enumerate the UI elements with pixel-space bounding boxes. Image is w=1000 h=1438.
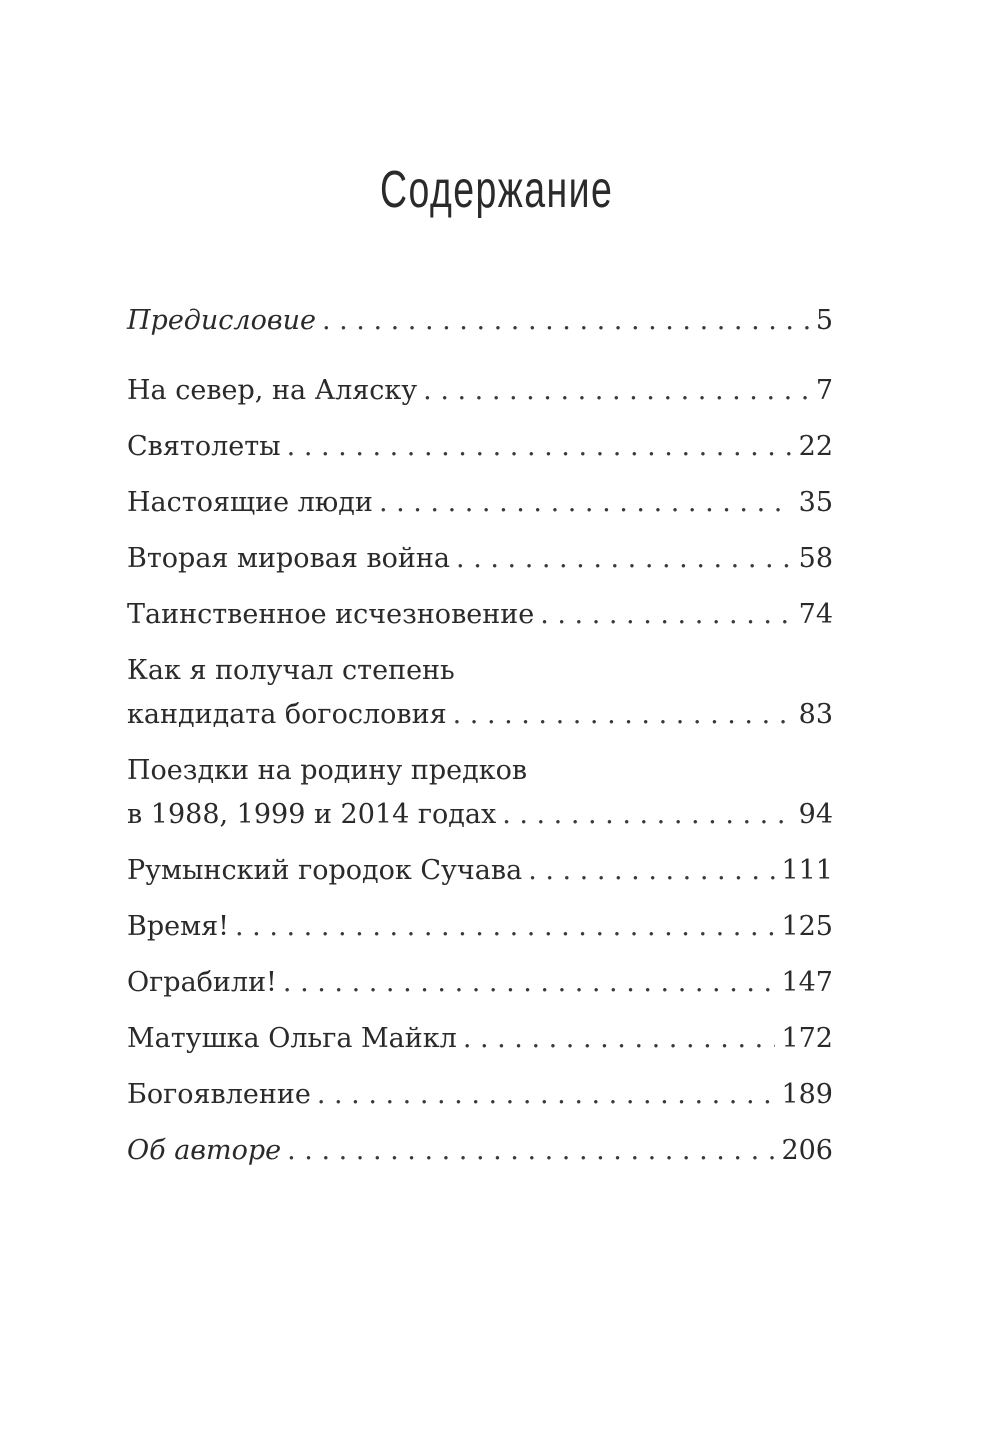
toc-entry-preface[interactable]	[127, 306, 833, 336]
dot-leader	[456, 544, 793, 574]
toc-entry[interactable]	[127, 1080, 833, 1110]
dot-leader	[453, 700, 793, 730]
toc-entry[interactable]	[127, 912, 833, 942]
toc-entry-title: Ограбили!	[127, 967, 277, 998]
toc-entry-title: Об авторе	[127, 1135, 282, 1166]
toc-entry[interactable]	[127, 856, 833, 886]
toc-entry-page: 125	[781, 911, 833, 942]
toc-entry-page: 22	[798, 431, 833, 462]
toc-entry-title: в 1988, 1999 и 2014 годах	[127, 799, 497, 830]
toc-entry-title-line1: Как я получал степень	[127, 655, 455, 686]
page-title: Содержание	[380, 161, 614, 219]
toc-entry-title: Таинственное исчезновение	[127, 599, 535, 630]
toc-entry-title: Вторая мировая война	[127, 543, 451, 574]
toc-entry-page: 83	[798, 699, 833, 730]
toc-entry-multiline[interactable]	[127, 656, 833, 730]
toc-entry[interactable]	[127, 544, 833, 574]
toc-entry-page: 35	[798, 487, 833, 518]
toc-entry[interactable]	[127, 488, 833, 518]
toc-entry-title: Время!	[127, 911, 229, 942]
toc-entry-about-author[interactable]	[127, 1136, 833, 1166]
toc-entry-title: Настоящие люди	[127, 487, 373, 518]
toc-entry-page: 172	[781, 1023, 833, 1054]
toc-entry[interactable]	[127, 376, 833, 406]
toc-entry-title: Богоявление	[127, 1079, 311, 1110]
toc-entry-page: 5	[815, 305, 833, 336]
dot-leader	[287, 432, 793, 462]
dot-leader	[287, 1136, 775, 1166]
toc-entry-title: кандидата богословия	[127, 699, 447, 730]
toc-entry-title: Румынский городок Сучава	[127, 855, 523, 886]
toc-entry-title-line1: Поездки на родину предков	[127, 755, 528, 786]
dot-leader	[379, 488, 793, 518]
dot-leader	[528, 856, 775, 886]
toc-entry-title: Святолеты	[127, 431, 281, 462]
dot-leader	[317, 1080, 776, 1110]
toc-entry[interactable]	[127, 432, 833, 462]
toc-entry-page: 7	[815, 375, 833, 406]
dot-leader	[463, 1024, 776, 1054]
toc-entry-page: 74	[798, 599, 833, 630]
dot-leader	[235, 912, 775, 942]
dot-leader	[502, 800, 792, 830]
dot-leader	[540, 600, 792, 630]
dot-leader	[322, 306, 810, 336]
toc-entry[interactable]	[127, 1024, 833, 1054]
toc-entry-title: На север, на Аляску	[127, 375, 418, 406]
toc-entry-page: 206	[781, 1135, 833, 1166]
toc-entry-page: 58	[798, 543, 833, 574]
toc-entry-page: 147	[781, 967, 833, 998]
toc-entry-multiline[interactable]	[127, 756, 833, 830]
dot-leader	[283, 968, 776, 998]
toc-entry-title: Матушка Ольга Майкл	[127, 1023, 457, 1054]
toc-entry-page: 189	[781, 1079, 833, 1110]
toc-entry-title: Предисловие	[127, 305, 316, 336]
toc-entry[interactable]	[127, 600, 833, 630]
dot-leader	[423, 376, 810, 406]
toc-entry-page: 94	[798, 799, 833, 830]
toc-entry[interactable]	[127, 968, 833, 998]
toc-entry-page: 111	[781, 855, 833, 886]
